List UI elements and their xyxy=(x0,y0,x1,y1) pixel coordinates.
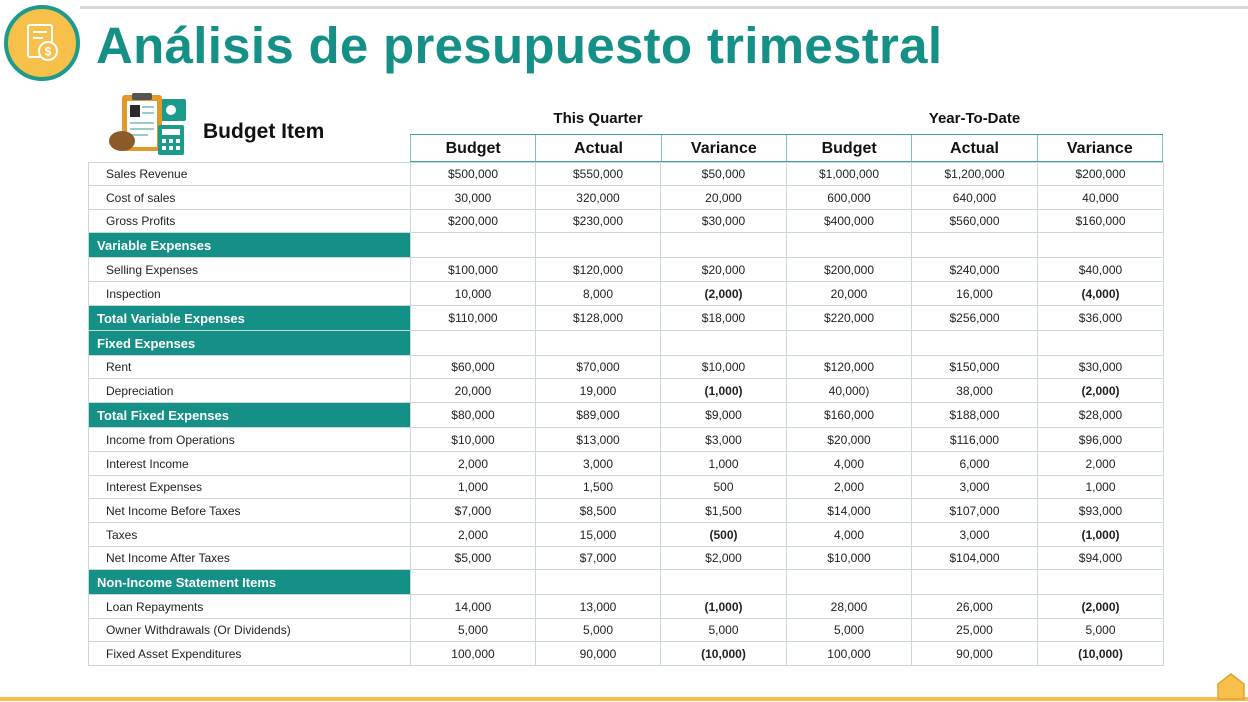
table-cell: 19,000 xyxy=(536,379,661,403)
col-header-actual: Actual xyxy=(535,135,660,161)
table-cell: $89,000 xyxy=(536,403,661,428)
table-cell: 2,000 xyxy=(1038,452,1164,476)
row-label: Total Fixed Expenses xyxy=(89,403,411,428)
table-cell: $5,000 xyxy=(411,547,536,570)
table-row xyxy=(89,379,1164,403)
table-cell xyxy=(787,570,912,595)
column-header-row xyxy=(410,134,1163,162)
table-cell: $256,000 xyxy=(912,306,1038,331)
table-row xyxy=(89,186,1164,210)
table-cell: 100,000 xyxy=(411,642,536,666)
table-cell: (2,000) xyxy=(1038,595,1164,619)
row-label: Income from Operations xyxy=(89,428,411,452)
table-cell: $10,000 xyxy=(787,547,912,570)
page-title: Análisis de presupuesto trimestral xyxy=(96,17,943,74)
table-cell: $93,000 xyxy=(1038,499,1164,523)
table-cell: $9,000 xyxy=(661,403,787,428)
section-row xyxy=(89,331,1164,356)
table-row xyxy=(89,452,1164,476)
table-cell: $60,000 xyxy=(411,356,536,379)
table-row xyxy=(89,523,1164,547)
group-this-quarter: This Quarter xyxy=(553,110,643,127)
table-cell: 640,000 xyxy=(912,186,1038,210)
col-header-ytd-variance: Variance xyxy=(1037,135,1163,161)
table-cell: $104,000 xyxy=(912,547,1038,570)
row-label: Interest Income xyxy=(89,452,411,476)
table-cell: (500) xyxy=(661,523,787,547)
table-cell: 30,000 xyxy=(411,186,536,210)
table-cell xyxy=(661,331,787,356)
table-cell: 20,000 xyxy=(787,282,912,306)
row-label: Net Income After Taxes xyxy=(89,547,411,570)
table-cell: $116,000 xyxy=(912,428,1038,452)
table-cell: $128,000 xyxy=(536,306,661,331)
table-cell: (1,000) xyxy=(661,595,787,619)
table-row xyxy=(89,499,1164,523)
table-cell: (10,000) xyxy=(1038,642,1164,666)
table-cell: $10,000 xyxy=(411,428,536,452)
table-cell: 1,000 xyxy=(661,452,787,476)
table-cell: $200,000 xyxy=(787,258,912,282)
table-cell: $240,000 xyxy=(912,258,1038,282)
table-cell xyxy=(661,570,787,595)
table-cell: $50,000 xyxy=(661,163,787,186)
table-cell: 28,000 xyxy=(787,595,912,619)
table-cell: 2,000 xyxy=(787,476,912,499)
table-cell: $1,200,000 xyxy=(912,163,1038,186)
table-cell: $100,000 xyxy=(411,258,536,282)
table-cell: 3,000 xyxy=(912,476,1038,499)
table-cell: $96,000 xyxy=(1038,428,1164,452)
table-cell: 5,000 xyxy=(661,619,787,642)
table-cell: 320,000 xyxy=(536,186,661,210)
table-cell: $14,000 xyxy=(787,499,912,523)
bottom-divider xyxy=(0,697,1248,701)
table-cell: (1,000) xyxy=(661,379,787,403)
table-cell: $110,000 xyxy=(411,306,536,331)
col-header-ytd-budget: Budget xyxy=(786,135,911,161)
table-cell: $30,000 xyxy=(661,210,787,233)
table-cell: 500 xyxy=(661,476,787,499)
table-cell: (10,000) xyxy=(661,642,787,666)
table-cell: 1,500 xyxy=(536,476,661,499)
table-row xyxy=(89,282,1164,306)
svg-text:$: $ xyxy=(44,44,52,59)
table-cell: 40,000) xyxy=(787,379,912,403)
table-cell: 10,000 xyxy=(411,282,536,306)
row-label: Depreciation xyxy=(89,379,411,403)
row-label: Selling Expenses xyxy=(89,258,411,282)
table-cell xyxy=(787,331,912,356)
row-label: Gross Profits xyxy=(89,210,411,233)
table-cell: $20,000 xyxy=(787,428,912,452)
table-cell xyxy=(536,331,661,356)
table-cell: $550,000 xyxy=(536,163,661,186)
table-cell: $70,000 xyxy=(536,356,661,379)
row-label: Sales Revenue xyxy=(89,163,411,186)
section-row xyxy=(89,403,1164,428)
table-row xyxy=(89,619,1164,642)
table-row xyxy=(89,595,1164,619)
budget-item-heading: Budget Item xyxy=(203,120,325,143)
table-cell: $500,000 xyxy=(411,163,536,186)
table-cell: $1,500 xyxy=(661,499,787,523)
table-cell: $200,000 xyxy=(1038,163,1164,186)
table-cell: $40,000 xyxy=(1038,258,1164,282)
table-cell: $20,000 xyxy=(661,258,787,282)
table-row xyxy=(89,210,1164,233)
row-label: Net Income Before Taxes xyxy=(89,499,411,523)
table-cell xyxy=(661,233,787,258)
table-cell xyxy=(411,233,536,258)
table-row xyxy=(89,428,1164,452)
table-cell: 5,000 xyxy=(411,619,536,642)
table-cell xyxy=(536,233,661,258)
table-cell: 25,000 xyxy=(912,619,1038,642)
table-cell: 20,000 xyxy=(661,186,787,210)
col-header-variance: Variance xyxy=(661,135,786,161)
budget-logo xyxy=(4,5,80,81)
table-cell: 13,000 xyxy=(536,595,661,619)
table-cell: 5,000 xyxy=(787,619,912,642)
table-cell: $80,000 xyxy=(411,403,536,428)
table-cell: $2,000 xyxy=(661,547,787,570)
table-cell: $94,000 xyxy=(1038,547,1164,570)
table-cell: 100,000 xyxy=(787,642,912,666)
table-cell: $120,000 xyxy=(536,258,661,282)
table-cell: 20,000 xyxy=(411,379,536,403)
table-cell: $120,000 xyxy=(787,356,912,379)
table-cell: (4,000) xyxy=(1038,282,1164,306)
table-cell: 5,000 xyxy=(536,619,661,642)
table-cell xyxy=(912,233,1038,258)
table-cell xyxy=(411,570,536,595)
table-row xyxy=(89,476,1164,499)
table-cell: $28,000 xyxy=(1038,403,1164,428)
table-cell: $560,000 xyxy=(912,210,1038,233)
table-cell: 14,000 xyxy=(411,595,536,619)
table-cell: $160,000 xyxy=(1038,210,1164,233)
table-cell: (2,000) xyxy=(1038,379,1164,403)
table-row xyxy=(89,163,1164,186)
table-cell xyxy=(536,570,661,595)
table-cell: $107,000 xyxy=(912,499,1038,523)
table-cell: 4,000 xyxy=(787,452,912,476)
row-label: Owner Withdrawals (Or Dividends) xyxy=(89,619,411,642)
table-cell: $230,000 xyxy=(536,210,661,233)
row-label: Inspection xyxy=(89,282,411,306)
section-row xyxy=(89,570,1164,595)
table-cell: 90,000 xyxy=(536,642,661,666)
col-header-budget: Budget xyxy=(410,135,535,161)
table-cell xyxy=(912,331,1038,356)
table-cell: 2,000 xyxy=(411,523,536,547)
table-cell: 40,000 xyxy=(1038,186,1164,210)
table-cell: $36,000 xyxy=(1038,306,1164,331)
table-cell: $7,000 xyxy=(411,499,536,523)
table-cell: 4,000 xyxy=(787,523,912,547)
row-label: Rent xyxy=(89,356,411,379)
table-row xyxy=(89,547,1164,570)
table-cell: $8,500 xyxy=(536,499,661,523)
table-cell: 6,000 xyxy=(912,452,1038,476)
table-cell: (1,000) xyxy=(1038,523,1164,547)
row-label: Fixed Expenses xyxy=(89,331,411,356)
table-cell: $7,000 xyxy=(536,547,661,570)
row-label: Fixed Asset Expenditures xyxy=(89,642,411,666)
table-cell: 16,000 xyxy=(912,282,1038,306)
col-header-ytd-actual: Actual xyxy=(911,135,1036,161)
group-year-to-date: Year-To-Date xyxy=(928,110,1021,127)
table-cell: $3,000 xyxy=(661,428,787,452)
table-cell: 15,000 xyxy=(536,523,661,547)
row-label: Cost of sales xyxy=(89,186,411,210)
document-coin-icon xyxy=(20,21,64,65)
table-cell: $13,000 xyxy=(536,428,661,452)
row-label: Interest Expenses xyxy=(89,476,411,499)
table-cell: $150,000 xyxy=(912,356,1038,379)
table-cell xyxy=(912,570,1038,595)
budget-clipboard-icon xyxy=(108,93,188,162)
table-cell: 38,000 xyxy=(912,379,1038,403)
budget-table-body xyxy=(89,163,1164,666)
table-cell: 600,000 xyxy=(787,186,912,210)
table-cell: $400,000 xyxy=(787,210,912,233)
budget-table xyxy=(88,162,1164,666)
section-row xyxy=(89,233,1164,258)
top-divider xyxy=(80,6,1248,9)
table-cell: 8,000 xyxy=(536,282,661,306)
row-label: Loan Repayments xyxy=(89,595,411,619)
row-label: Total Variable Expenses xyxy=(89,306,411,331)
section-row xyxy=(89,306,1164,331)
home-icon[interactable] xyxy=(1216,672,1246,700)
table-row xyxy=(89,258,1164,282)
table-cell: $200,000 xyxy=(411,210,536,233)
table-cell: 2,000 xyxy=(411,452,536,476)
row-label: Non-Income Statement Items xyxy=(89,570,411,595)
table-cell: 90,000 xyxy=(912,642,1038,666)
table-cell: $188,000 xyxy=(912,403,1038,428)
table-row xyxy=(89,642,1164,666)
table-cell: $160,000 xyxy=(787,403,912,428)
table-cell: 1,000 xyxy=(1038,476,1164,499)
table-cell xyxy=(1038,233,1164,258)
row-label: Variable Expenses xyxy=(89,233,411,258)
table-cell: 1,000 xyxy=(411,476,536,499)
table-cell: 5,000 xyxy=(1038,619,1164,642)
table-cell xyxy=(1038,331,1164,356)
table-cell: 3,000 xyxy=(536,452,661,476)
table-cell xyxy=(787,233,912,258)
row-label: Taxes xyxy=(89,523,411,547)
table-cell: $10,000 xyxy=(661,356,787,379)
table-cell: (2,000) xyxy=(661,282,787,306)
table-cell: $1,000,000 xyxy=(787,163,912,186)
table-row xyxy=(89,356,1164,379)
table-cell: $220,000 xyxy=(787,306,912,331)
table-cell: 3,000 xyxy=(912,523,1038,547)
table-cell xyxy=(1038,570,1164,595)
table-cell xyxy=(411,331,536,356)
table-cell: $18,000 xyxy=(661,306,787,331)
table-cell: 26,000 xyxy=(912,595,1038,619)
table-cell: $30,000 xyxy=(1038,356,1164,379)
